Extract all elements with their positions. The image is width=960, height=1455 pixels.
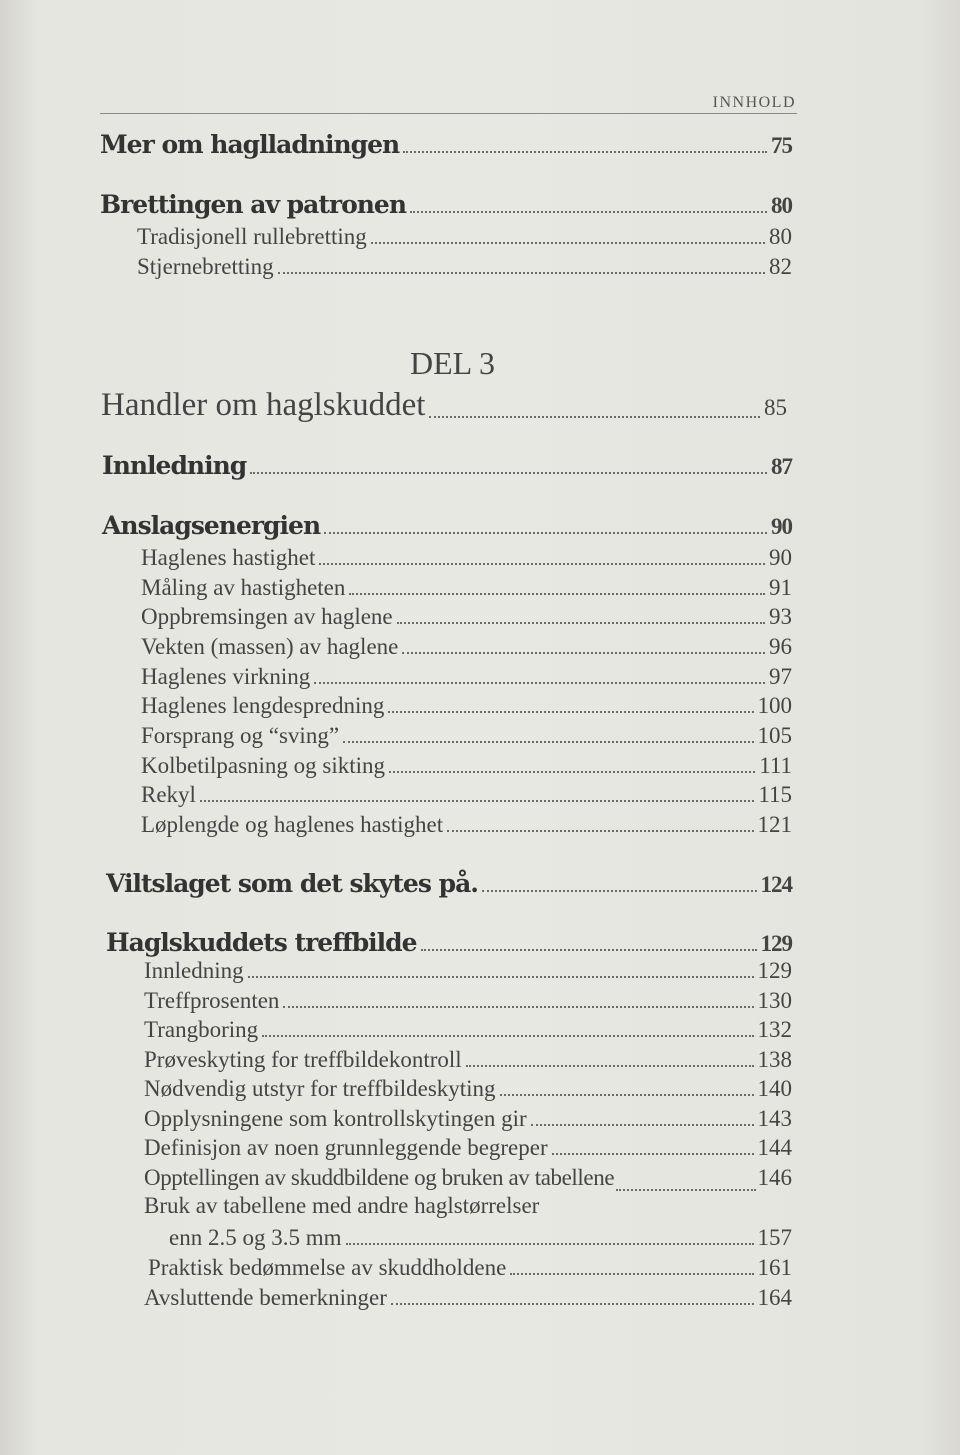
toc-page-number: 82 — [769, 254, 792, 279]
toc-page-number: 93 — [769, 604, 792, 629]
dot-leader — [346, 1242, 754, 1245]
toc-section[interactable] — [0, 1017, 792, 1043]
toc-title: Viltslaget som det skytes på. — [106, 869, 478, 898]
toc-title: Avsluttende bemerkninger — [144, 1285, 387, 1310]
toc-title: Stjernebretting — [137, 254, 274, 279]
dot-leader — [410, 210, 767, 213]
toc-title: Trangboring — [144, 1017, 259, 1042]
toc-title: Handler om haglskuddet — [101, 387, 426, 423]
toc-page-number: 144 — [757, 1135, 792, 1160]
dot-leader — [466, 1064, 754, 1067]
toc-page-number: 146 — [757, 1165, 792, 1190]
toc-page-number: 80 — [771, 193, 792, 218]
dot-leader — [200, 799, 754, 802]
toc-section[interactable] — [0, 1135, 792, 1161]
dot-leader — [403, 150, 767, 153]
toc-title: Rekyl — [141, 782, 196, 807]
dot-leader — [429, 415, 760, 418]
toc-page-number: 143 — [757, 1106, 792, 1131]
toc-page-number: 132 — [757, 1017, 792, 1042]
toc-section[interactable] — [0, 224, 792, 250]
toc-page-number: 111 — [759, 753, 792, 778]
toc-chapter[interactable] — [0, 190, 792, 219]
toc-section[interactable] — [0, 1225, 792, 1251]
toc-section[interactable] — [0, 753, 792, 779]
toc-page-number: 130 — [757, 988, 792, 1013]
dot-leader — [250, 471, 767, 474]
toc-page-number: 80 — [769, 224, 792, 249]
toc-page-number: 91 — [769, 575, 792, 600]
toc-page-number: 161 — [757, 1255, 792, 1280]
toc-title: Innledning — [102, 451, 247, 480]
toc-title: Haglenes hastighet — [141, 545, 316, 570]
dot-leader — [314, 681, 765, 684]
dot-leader — [319, 562, 765, 565]
toc-section[interactable] — [0, 664, 792, 690]
toc-page-number: 96 — [769, 634, 792, 659]
toc-page-number: 75 — [771, 133, 792, 158]
toc-section[interactable] — [0, 254, 792, 280]
dot-leader — [552, 1152, 754, 1155]
toc-section-wrapped-line: Bruk av tabellene med andre haglstørrelser — [144, 1193, 540, 1218]
running-head: INNHOLD — [712, 94, 796, 111]
toc-section[interactable] — [0, 693, 792, 719]
toc-chapter[interactable] — [0, 869, 792, 898]
dot-leader — [371, 241, 765, 244]
toc-page-number: 105 — [757, 723, 792, 748]
toc-section[interactable] — [0, 1047, 792, 1073]
toc-title: Opptellingen av skuddbildene og bruken av tabellene — [144, 1165, 615, 1190]
toc-page-number: 124 — [760, 872, 792, 897]
toc-section[interactable] — [0, 1255, 792, 1281]
toc-page-number: 121 — [757, 812, 792, 837]
toc-page-number: 138 — [757, 1047, 792, 1072]
toc-page-number: 115 — [758, 782, 792, 807]
toc-section[interactable] — [0, 604, 792, 630]
toc-title: Løplengde og haglenes hastighet — [141, 812, 444, 837]
toc-page-number: 129 — [757, 958, 792, 983]
toc-title: Oppbremsingen av haglene — [141, 604, 393, 629]
dot-leader — [262, 1034, 753, 1037]
toc-section[interactable] — [0, 958, 792, 984]
toc-chapter[interactable] — [0, 928, 792, 957]
toc-title: Definisjon av noen grunnleggende begreper — [144, 1135, 548, 1160]
toc-title: Kolbetilpasning og sikting — [141, 753, 386, 778]
dot-leader — [616, 1188, 755, 1191]
toc-section[interactable] — [0, 545, 792, 571]
toc-section[interactable] — [0, 1165, 792, 1191]
toc-title: Prøveskyting for treffbildekontroll — [144, 1047, 462, 1072]
toc-title: Tradisjonell rullebretting — [137, 224, 367, 249]
toc-title: Haglenes lengdespredning — [141, 693, 385, 718]
toc-section[interactable] — [0, 812, 792, 838]
toc-chapter[interactable] — [0, 130, 792, 159]
dot-leader — [397, 621, 765, 624]
dot-leader — [500, 1093, 754, 1096]
toc-page-number: 157 — [757, 1225, 792, 1250]
toc-section[interactable] — [0, 1285, 792, 1311]
toc-title: Haglskuddets treffbilde — [106, 928, 417, 957]
toc-page-number: 100 — [757, 693, 792, 718]
toc-section[interactable] — [0, 575, 792, 601]
part-label: DEL 3 — [410, 345, 496, 381]
toc-section[interactable] — [0, 723, 792, 749]
toc-section[interactable] — [0, 1076, 792, 1102]
toc-page-number: 90 — [769, 545, 792, 570]
toc-title: Opplysningene som kontrollskytingen gir — [144, 1106, 527, 1131]
toc-title: Treffprosenten — [144, 988, 280, 1013]
toc-section[interactable] — [0, 782, 792, 808]
toc-title: Mer om haglladningen — [100, 130, 400, 159]
toc-title: Innledning — [144, 958, 244, 983]
dot-leader — [447, 829, 753, 832]
dot-leader — [421, 948, 757, 951]
dot-leader — [349, 592, 765, 595]
toc-page-number: 164 — [757, 1285, 792, 1310]
dot-leader — [482, 889, 757, 892]
dot-leader — [389, 770, 755, 773]
dot-leader — [388, 710, 753, 713]
dot-leader — [324, 531, 767, 534]
toc-section[interactable] — [0, 988, 792, 1014]
dot-leader — [248, 975, 754, 978]
toc-chapter[interactable] — [0, 511, 792, 540]
dot-leader — [278, 271, 765, 274]
dot-leader — [343, 740, 753, 743]
toc-title: Måling av hastigheten — [141, 575, 346, 600]
toc-title: Vekten (massen) av haglene — [141, 634, 399, 659]
toc-title: Brettingen av patronen — [100, 190, 407, 219]
toc-title: Haglenes virkning — [141, 664, 311, 689]
toc-section[interactable] — [0, 1106, 792, 1132]
toc-page-number: 97 — [769, 664, 792, 689]
toc-page-number: 90 — [771, 514, 792, 539]
toc-page-number: 85 — [764, 395, 787, 420]
dot-leader — [510, 1272, 753, 1275]
dot-leader — [283, 1005, 753, 1008]
toc-title: Forsprang og “sving” — [141, 723, 340, 748]
toc-page-number: 140 — [757, 1076, 792, 1101]
toc-title: Praktisk bedømmelse av skuddholdene — [148, 1255, 507, 1280]
dot-leader — [531, 1123, 754, 1126]
dot-leader — [391, 1302, 754, 1305]
dot-leader — [402, 651, 765, 654]
toc-title: enn 2.5 og 3.5 mm — [169, 1225, 342, 1250]
toc-page-number: 129 — [760, 931, 792, 956]
toc-part-title[interactable] — [0, 387, 787, 424]
toc-page-number: 87 — [771, 454, 792, 479]
toc-chapter[interactable] — [0, 451, 792, 480]
header-rule — [100, 113, 797, 114]
toc-title: Nødvendig utstyr for treffbildeskyting — [144, 1076, 496, 1101]
toc-title: Anslagsenergien — [102, 511, 321, 540]
toc-section[interactable] — [0, 634, 792, 660]
